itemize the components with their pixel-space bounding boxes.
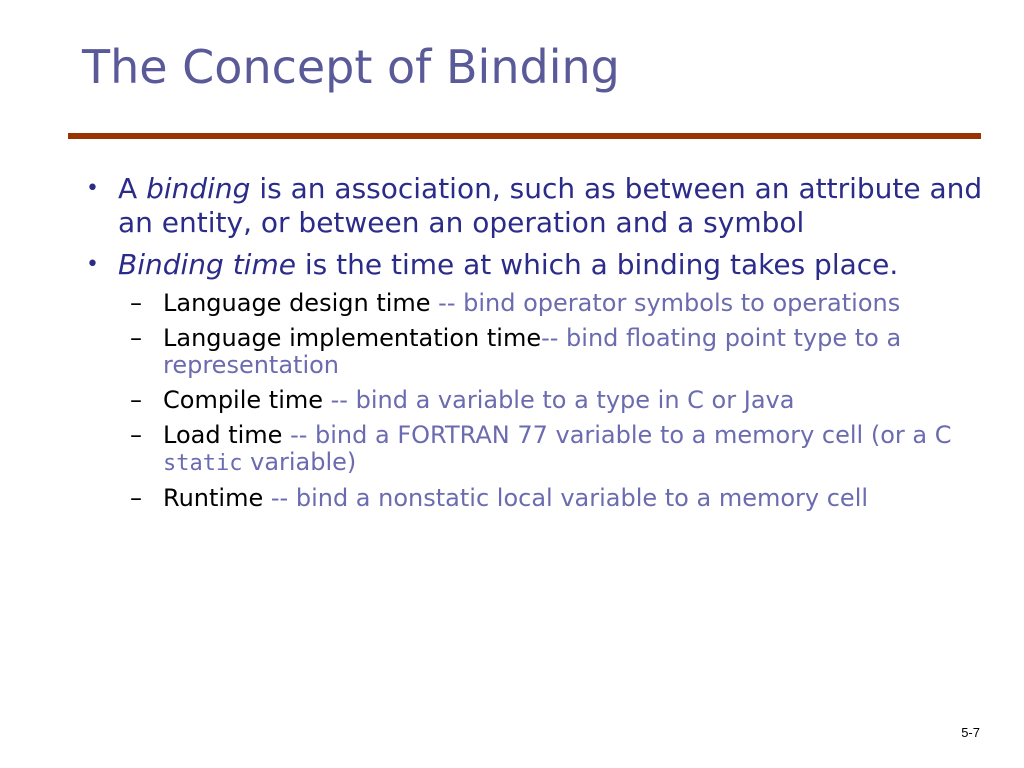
title-divider bbox=[68, 133, 981, 139]
sub-item-term: Compile time bbox=[163, 386, 324, 414]
sub-item-description: bind operator symbols to operations bbox=[455, 289, 901, 317]
bullet-text-post: is the time at which a binding takes place. bbox=[295, 248, 899, 281]
sub-item-marker: – bbox=[130, 324, 142, 352]
sub-item-description-after: variable) bbox=[242, 448, 357, 476]
sub-item-marker: – bbox=[130, 289, 142, 317]
bullet-text-post: is an association, such as between an attribute and an entity, or between an operation and a symbol bbox=[118, 172, 983, 239]
sub-item-load-time bbox=[86, 422, 986, 477]
sub-item-term: Runtime bbox=[163, 484, 264, 512]
sub-item-description: bind a variable to a type in C or Java bbox=[347, 386, 795, 414]
sub-item-separator: -- bbox=[323, 386, 348, 414]
sub-item-term: Language implementation time bbox=[163, 324, 542, 352]
sub-item-marker: – bbox=[130, 386, 142, 414]
sub-item-separator: -- bbox=[541, 324, 559, 352]
slide-content bbox=[86, 172, 986, 520]
page-number: 5-7 bbox=[961, 725, 980, 740]
sub-item-language-implementation-time bbox=[86, 325, 986, 379]
bullet-term-binding-time: Binding time bbox=[118, 248, 296, 281]
sub-item-separator: -- bbox=[282, 421, 308, 449]
slide-title: The Concept of Binding bbox=[82, 40, 620, 94]
sub-item-separator: -- bbox=[430, 289, 456, 317]
bullet-text-pre: A bbox=[118, 172, 147, 205]
sub-item-description: bind floating point type to a representation bbox=[163, 324, 902, 379]
sub-item-separator: -- bbox=[263, 484, 289, 512]
bullet-marker: • bbox=[86, 252, 99, 277]
sub-item-marker: – bbox=[130, 484, 142, 512]
sub-item-runtime bbox=[86, 485, 986, 512]
sub-item-description: bind a nonstatic local variable to a memory cell bbox=[288, 484, 869, 512]
sub-item-compile-time bbox=[86, 387, 986, 414]
sub-item-marker: – bbox=[130, 421, 142, 449]
sub-item-language-design-time bbox=[86, 290, 986, 317]
sub-item-code-static: static bbox=[163, 451, 243, 476]
bullet-binding-definition bbox=[86, 172, 986, 240]
sub-item-term: Language design time bbox=[163, 289, 431, 317]
bullet-term-binding: binding bbox=[146, 172, 251, 205]
bullet-marker: • bbox=[86, 176, 99, 201]
bullet-binding-time bbox=[86, 248, 986, 282]
sub-item-description: bind a FORTRAN 77 variable to a memory cell (or a C bbox=[307, 421, 952, 449]
sub-item-term: Load time bbox=[163, 421, 283, 449]
